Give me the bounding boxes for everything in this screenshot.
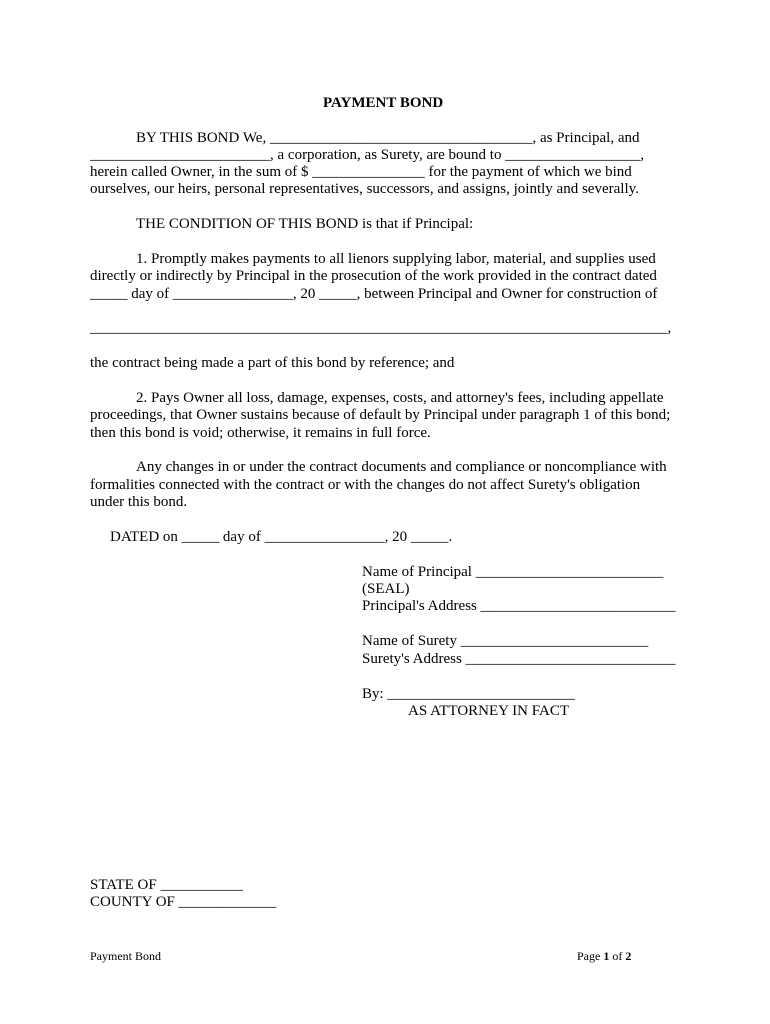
item2-line-3: then this bond is void; otherwise, it remains in full force. bbox=[90, 425, 431, 441]
footer-title: Payment Bond bbox=[90, 949, 161, 963]
footer-page-number bbox=[577, 949, 631, 963]
item2-line-1: 2. Pays Owner all loss, damage, expenses, costs, and attorney's fees, including appellate bbox=[136, 390, 664, 406]
changes-line-3: under this bond. bbox=[90, 494, 188, 510]
changes-line-2: formalities connected with the contract or with the changes do not affect Surety's obligation bbox=[90, 477, 641, 493]
item1-line-1: 1. Promptly makes payments to all lienors supplying labor, material, and supplies used bbox=[136, 251, 656, 267]
para1-line-4: ourselves, our heirs, personal representatives, successors, and assigns, jointly and severally. bbox=[90, 181, 639, 197]
county-line: COUNTY OF _____________ bbox=[90, 894, 277, 910]
document-title: PAYMENT BOND bbox=[323, 95, 444, 111]
seal-label: (SEAL) bbox=[362, 581, 410, 597]
item1-line-2: directly or indirectly by Principal in the prosecution of the work provided in the contract dated bbox=[90, 268, 657, 284]
by-signature-line: By: _________________________ bbox=[362, 686, 575, 702]
para1-line-3: herein called Owner, in the sum of $ _______________ for the payment of which we bind bbox=[90, 164, 632, 180]
principal-name-line: Name of Principal _________________________ bbox=[362, 564, 664, 580]
footer-of-word: of bbox=[612, 949, 623, 963]
para1-line-1: BY THIS BOND We, ___________________________________, as Principal, and bbox=[136, 130, 640, 146]
condition-line: THE CONDITION OF THIS BOND is that if Principal: bbox=[136, 216, 474, 232]
footer-total-pages: 2 bbox=[625, 949, 632, 963]
footer-page-word: Page bbox=[577, 949, 601, 963]
changes-line-1: Any changes in or under the contract documents and compliance or noncompliance with bbox=[136, 459, 667, 475]
principal-address-line: Principal's Address __________________________ bbox=[362, 598, 676, 614]
surety-address-line: Surety's Address ____________________________ bbox=[362, 651, 676, 667]
construction-blank-line: _____________________________________________________________________________, bbox=[90, 320, 672, 336]
item2-line-2: proceedings, that Owner sustains because of default by Principal under paragraph 1 of this bond; bbox=[90, 407, 671, 423]
dated-line: DATED on _____ day of ________________, 20 _____. bbox=[110, 529, 453, 545]
state-line: STATE OF ___________ bbox=[90, 877, 243, 893]
surety-name-line: Name of Surety _________________________ bbox=[362, 633, 649, 649]
para1-line-2: ________________________, a corporation, as Surety, are bound to __________________, bbox=[90, 147, 644, 163]
contract-reference-line: the contract being made a part of this bond by reference; and bbox=[90, 355, 455, 371]
attorney-in-fact-label: AS ATTORNEY IN FACT bbox=[408, 703, 569, 719]
item1-line-3: _____ day of ________________, 20 _____, between Principal and Owner for construction of bbox=[90, 286, 658, 302]
footer-current-page: 1 bbox=[603, 949, 610, 963]
